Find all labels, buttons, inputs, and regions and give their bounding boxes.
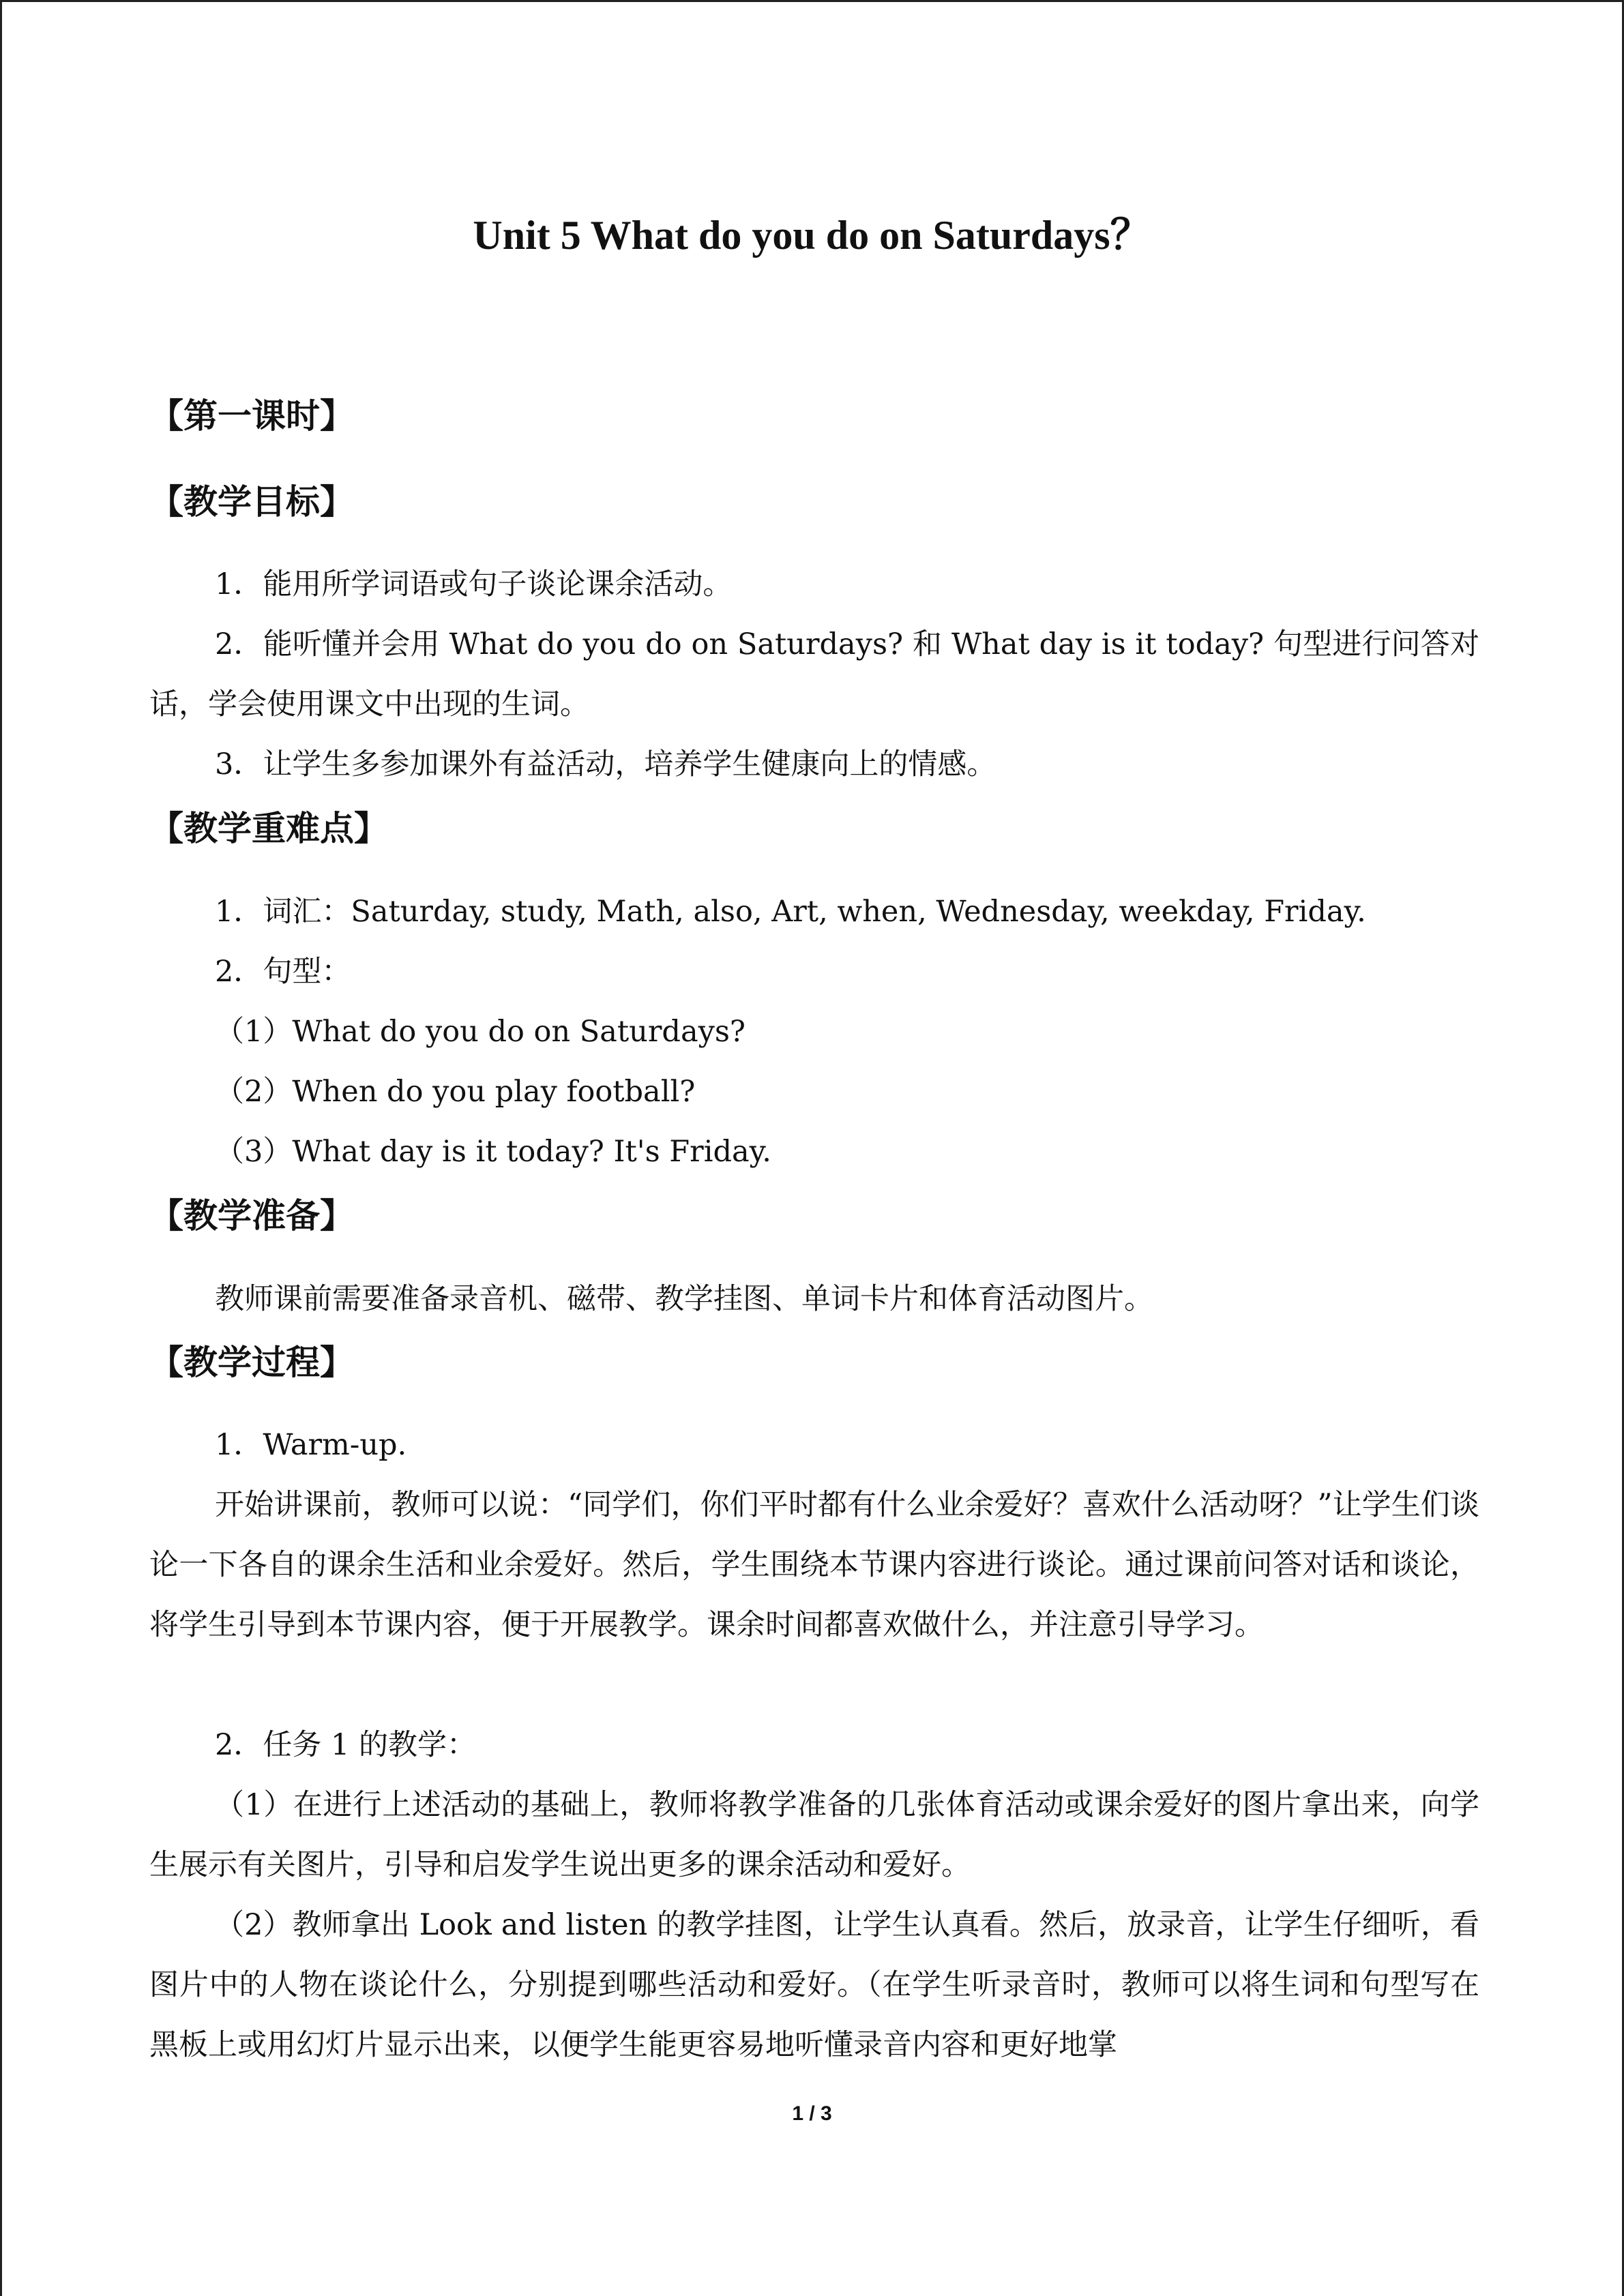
goal-item-1: 1．能用所学词语或句子谈论课余活动。 — [215, 567, 733, 601]
key-pattern-3: （3）What day is it today? It's Friday. — [215, 1135, 771, 1169]
key-points-heading: 【教学重难点】 — [149, 809, 388, 848]
key-vocabulary: 1．词汇：Saturday, study, Math, also, Art, when, Wednesday, weekday, Friday. — [215, 895, 1366, 929]
process-warmup-text: 开始讲课前，教师可以说：“同学们，你们平时都有什么业余爱好？喜欢什么活动呀？”让学生们谈论一下各自的课余生活和业余爱好。然后，学生围绕本节课内容进行谈论。通过课前问答对话和谈论，将学生引导到本节课内容，便于开展教学。课余时间都喜欢做什么，并注意引导学习。 — [149, 1488, 1479, 1642]
process-task1: 2．任务 1 的教学： — [215, 1728, 477, 1762]
goal-item-3: 3．让学生多参加课外有益活动，培养学生健康向上的情感。 — [215, 747, 996, 781]
lesson-heading: 【第一课时】 — [149, 396, 354, 436]
preparation-heading: 【教学准备】 — [149, 1196, 354, 1236]
goal-item-2: 2．能听懂并会用 What do you do on Saturdays? 和 What day is it today? 句型进行问答对话，学会使用课文中出现的生词。 — [149, 627, 1479, 721]
key-sentence-patterns: 2．句型： — [215, 955, 351, 989]
process-task1-step2: （2）教师拿出 Look and listen 的教学挂图，让学生认真看。然后，放录音，让学生仔细听，看图片中的人物在谈论什么，分别提到哪些活动和爱好。（在学生听录音时，教师可以将生词和句型写在黑板上或用幻灯片显示出来，以便学生能更容易地听懂录音内容和更好地掌 — [149, 1908, 1479, 2062]
goals-heading: 【教学目标】 — [149, 482, 354, 522]
document-title: Unit 5 What do you do on Saturdays？ — [473, 213, 1151, 258]
process-task1-step1: （1）在进行上述活动的基础上，教师将教学准备的几张体育活动或课余爱好的图片拿出来，向学生展示有关图片，引导和启发学生说出更多的课余活动和爱好。 — [149, 1788, 1479, 1882]
page-number: 1 / 3 — [792, 2102, 832, 2125]
process-warmup: 1．Warm-up. — [215, 1428, 407, 1462]
key-pattern-1: （1）What do you do on Saturdays? — [215, 1015, 745, 1049]
key-pattern-2: （2）When do you play football? — [215, 1075, 696, 1109]
preparation-text: 教师课前需要准备录音机、磁带、教学挂图、单词卡片和体育活动图片。 — [215, 1282, 1153, 1316]
process-heading: 【教学过程】 — [149, 1343, 354, 1382]
